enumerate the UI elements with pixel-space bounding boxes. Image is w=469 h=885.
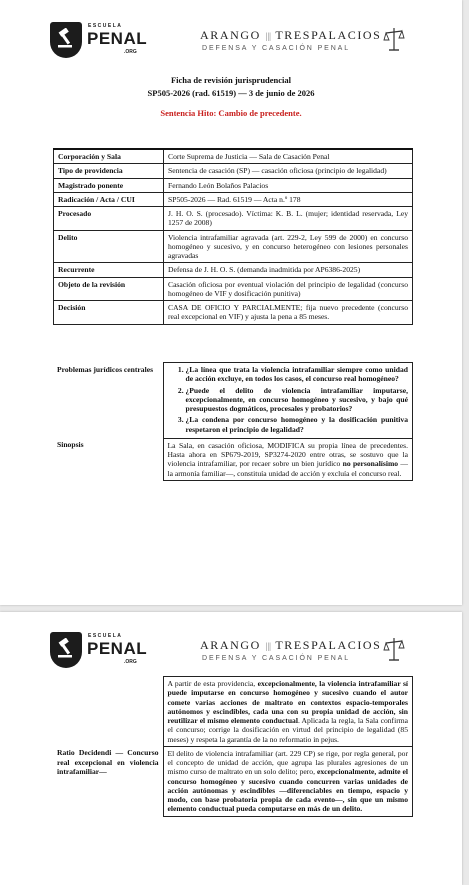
list-item: 1. ¿La línea que trata la violencia intrafamiliar siempre como unidad de acción excluye, en todos los casos, el concurso real homogéneo?	[186, 365, 409, 384]
table-row: Radicación / Acta / CUI SP505-2026 — Rad. 61519 — Acta n.º 178	[54, 192, 413, 206]
firm-logo	[200, 28, 410, 60]
table-row: Objeto de la revisión Casación oficiosa por eventual violación del principio de legalidad (concurso homogéneo de VIF y dosificación punitiva)	[54, 277, 413, 301]
firm-name: ARANGO ||| TRESPALACIOS	[200, 28, 382, 42]
table-row: Tipo de providencia Sentencia de casación (SP) — casación oficiosa (principio de legalidad)	[54, 164, 413, 178]
case-metadata-table	[53, 148, 413, 325]
scales-of-justice-icon	[383, 636, 405, 662]
ratio-decidendi-label: Ratio Decidendi — Concurso real excepcional en violencia intrafamiliar—	[53, 746, 163, 816]
synopsis-label: Sinopsis	[53, 438, 163, 480]
table-row	[53, 438, 413, 480]
firm-tagline: DEFENSA Y CASACIÓN PENAL	[202, 655, 351, 662]
synopsis-text: La Sala, en casación oficiosa, MODIFICA su propia línea de precedentes. Hasta ahora en SP679-2019, SP3274-2020 entre otras, se sostuvo que la violencia intrafamiliar, por recaer sobre un bien jurídico no personalísimo —la armonía familiar—, constituía unidad de acción y excluía el concurso real.	[163, 438, 413, 480]
logo-sub-text: .ORG	[124, 49, 137, 55]
shield-gavel-icon	[50, 632, 82, 668]
table-row	[53, 363, 413, 439]
escuela-penal-logo	[50, 22, 148, 62]
problems-list	[168, 365, 409, 434]
list-item: 3. ¿La condena por concurso homogéneo y la dosificación punitiva respetaron el principio de legalidad?	[186, 415, 409, 434]
document-title: Ficha de revisión jurisprudencial	[170, 75, 292, 85]
problems-label: Problemas jurídicos centrales	[53, 363, 163, 439]
issues-synopsis-table	[53, 362, 413, 481]
ratio-paragraph-2: El delito de violencia intrafamiliar (art. 229 CP) se rige, por regla general, por el concepto de unidad de acción, que agrupa las plurales agresiones de un mismo curso de maltrato en un solo delito; pero, excepcionalmente, admite el concurso homogéneo y sucesivo cuando concurren varias unidades de acción autónomas y escindibles —diferenciables en tiempo, espacio y modo, con base probatoria propia de cada evento—, sin que un mismo elemento conductual pueda computarse en más de un delito.	[163, 746, 413, 816]
table-row: Delito Violencia intrafamiliar agravada (art. 229-2, Ley 599 de 2000) en concurso homogéneo y sucesivo, y en concurso heterogéneo con lesiones personales agravadas	[54, 230, 413, 263]
list-item: 2. ¿Puede el delito de violencia intrafamiliar imputarse, excepcionalmente, en concurso homogéneo y sucesivo, y bajo qué presupuestos dogmáticos, procesales y probatorios?	[186, 386, 409, 414]
logo-sub-text: .ORG	[124, 659, 137, 665]
table-row: Procesado J. H. O. S. (procesado). Víctima: K. B. L. (mujer; identidad reservada, Ley 1257 de 2008)	[54, 207, 413, 231]
table-row: Recurrente Defensa de J. H. O. S. (demanda inadmitida por AP6386-2025)	[54, 263, 413, 277]
ratio-paragraph-1: A partir de esta providencia, excepcionalmente, la violencia intrafamiliar sí puede imputarse en concurso homogéneo y sucesivo cuando el autor comete varias acciones de maltrato en contextos espacio-temporales autónomos y escindibles, cada una con su propia unidad de acción, sin reutilizar el mismo elemento conductual. Aplicada la regla, la Sala confirma el concurso; corrige la dosificación en virtud del principio de legalidad (85 meses) y respeta la garantía de la no reformatio in pejus.	[163, 677, 413, 747]
table-row: Decisión CASA DE OFICIO Y PARCIALMENTE; fija nuevo precedente (concurso real excepcional en VIF) y ajusta la pena a 85 meses.	[54, 301, 413, 325]
logo-top-text: ESCUELA	[88, 23, 123, 29]
table-row: Corporación y Sala Corte Suprema de Justicia — Sala de Casación Penal	[54, 149, 413, 164]
problems-list-cell	[163, 363, 413, 439]
landmark-ruling-note: Sentencia Hito: Cambio de precedente.	[160, 108, 302, 118]
document-reference: SP505-2026 (rad. 61519) — 3 de junio de 2026	[147, 88, 315, 98]
shield-gavel-icon	[50, 22, 82, 58]
scales-of-justice-icon	[383, 26, 405, 52]
firm-logo	[200, 638, 410, 670]
logo-main-text: PENAL	[87, 639, 148, 658]
escuela-penal-logo	[50, 632, 148, 672]
table-row	[53, 677, 413, 747]
table-row	[53, 746, 413, 816]
ratio-decidendi-table	[53, 676, 413, 817]
logo-top-text: ESCUELA	[88, 633, 123, 639]
table-row: Magistrado ponente Fernando León Bolaños Palacios	[54, 178, 413, 192]
ratio-label	[53, 677, 163, 747]
firm-tagline: DEFENSA Y CASACIÓN PENAL	[202, 45, 351, 52]
logo-main-text: PENAL	[87, 29, 148, 48]
firm-name: ARANGO ||| TRESPALACIOS	[200, 638, 382, 652]
